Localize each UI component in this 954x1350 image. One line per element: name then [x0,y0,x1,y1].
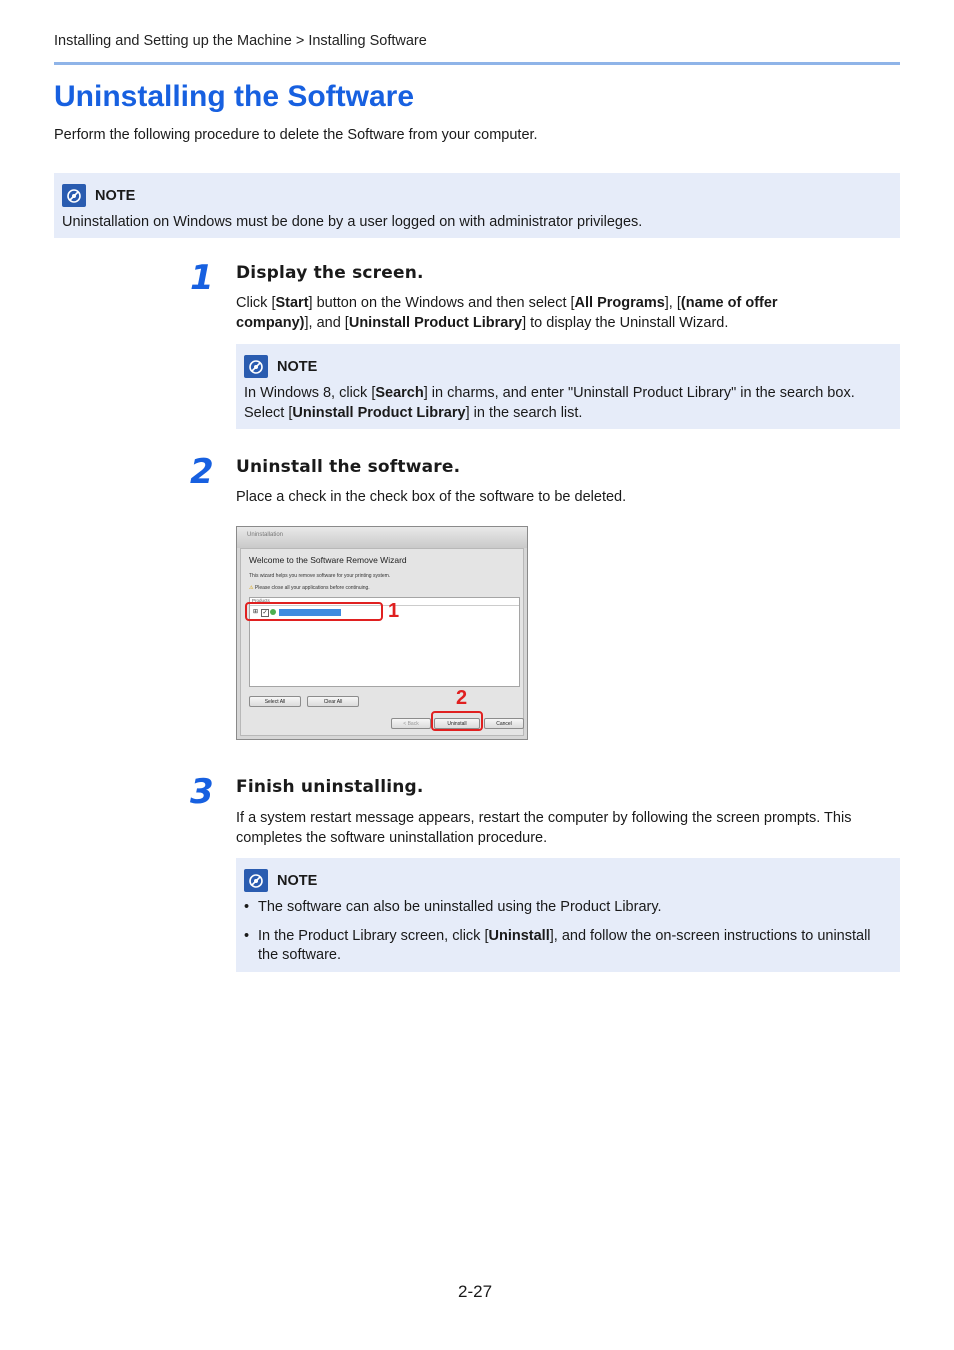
page-title: Uninstalling the Software [54,80,415,113]
wizard-instruction: ⚠ Please close all your applications before continuing. [249,585,370,591]
callout-frame-checkbox [245,602,383,621]
uninstall-wizard-screenshot [236,526,528,740]
breadcrumb: Installing and Setting up the Machine > Installing Software [54,33,427,49]
note-label: NOTE [277,872,318,889]
note-icon [62,184,86,207]
step-text: Place a check in the check box of the software to be deleted. [236,489,627,505]
step-text: Click [Start] button on the Windows and then select [All Programs], [(name of offer company)], and [Uninstall Product Library] to display the Uninstall Wizard. [236,295,778,331]
step-title: Uninstall the software. [236,457,461,477]
intro-text: Perform the following procedure to delete the Software from your computer. [54,127,538,143]
uninstall-button[interactable]: Uninstall [434,718,480,729]
note-label: NOTE [277,358,318,375]
note-icon [244,869,268,892]
wizard-description: This wizard helps you remove software for your printing system. [249,573,391,579]
step-title: Display the screen. [236,263,424,283]
product-checkbox[interactable]: ✓ [262,610,268,616]
step-title: Finish uninstalling. [236,777,424,797]
select-all-button[interactable]: Select All [249,696,301,707]
wizard-body [240,548,524,736]
note-label: NOTE [95,187,136,204]
list-header: Products [250,598,519,606]
wizard-heading: Welcome to the Software Remove Wizard [249,555,407,565]
note-box [236,344,900,429]
step-number: 2 [190,452,214,492]
header-rule [54,62,900,65]
note-box [236,858,900,972]
note-icon [244,355,268,378]
note-box [54,173,900,238]
callout-number: 2 [456,687,468,709]
expand-icon[interactable]: ⊞ [253,609,259,615]
clear-all-button[interactable]: Clear All [307,696,359,707]
callout-number: 1 [388,600,400,622]
note-list [244,898,892,965]
list-item: • The software can also be uninstalled using the Product Library. [244,898,892,917]
page-number: 2-27 [458,1282,493,1301]
note-text: Uninstallation on Windows must be done by a user logged on with administrator privileges. [62,214,643,230]
cancel-button[interactable]: Cancel [484,718,524,729]
back-button[interactable]: < Back [391,718,431,729]
warning-icon: ⚠ [249,585,254,591]
step-text: If a system restart message appears, restart the computer by following the screen prompts. This completes the software uninstallation procedure. [236,810,852,846]
list-item: • In the Product Library screen, click [Uninstall], and follow the on-screen instructions to uninstall the software. [244,927,892,965]
step-number: 1 [190,258,214,298]
step-number: 3 [190,772,214,812]
note-text: In Windows 8, click [Search] in charms, and enter "Uninstall Product Library" in the search box. Select [Uninstall Product Library] in the search list. [244,385,855,421]
callout-frame-uninstall [431,711,483,731]
window-title: Uninstallation [247,532,284,538]
window-titlebar [237,527,527,548]
